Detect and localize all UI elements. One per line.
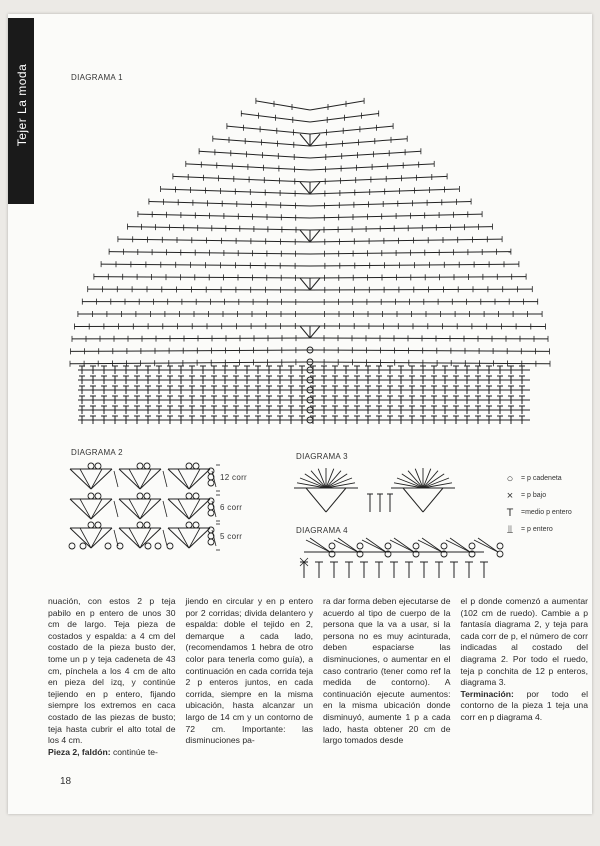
double-crochet-icon: ⫫ [506, 523, 514, 536]
magazine-page [8, 14, 592, 814]
legend-item: T =medio p entero [503, 504, 572, 521]
stitch-legend [503, 470, 572, 538]
diagram-2-title: DIAGRAMA 2 [71, 448, 123, 457]
diagram-4-title: DIAGRAMA 4 [296, 526, 348, 535]
row-count-6: 6 corr [220, 503, 243, 512]
legend-item: ○ = p cadeneta [503, 470, 572, 487]
text-column-1: nuación, con estos 2 p teja pabilo en p entero de unos 30 cm de largo. Teja pieza de costados y espalda: a 4 cm del costado de la pieza busto der, tome un p y teja cadeneta de 43 cm, pínchela a los 4 cm de alto en pieza del izq, y continúe tejiendo en p entero, fijando siempre los extremos en caca costado de las piezas de busto; teja hasta cubrir el alto total de los 4 cm. Pieza 2, faldón: continúe te- [48, 596, 176, 757]
diagram-3-title: DIAGRAMA 3 [296, 452, 348, 461]
page-number: 18 [60, 776, 72, 787]
text-column-2: jiendo en circular y en p entero por 2 corridas; divida delantero y espalda: doble el tejido en 2, demarque a cada lado, (recomendamos 1 hebra de otro color para tenerla como guía), a continuación en cada corrida teja 2 p enteros juntos, en cada corrida, siempre en la misma ubicación, hasta alcanzar un largo de 14 cm y un contorno de 72 cm. Importante: las disminuciones pa- [185, 596, 313, 746]
legend-item: ⫫ = p entero [503, 521, 572, 538]
legend-item: × = p bajo [503, 487, 572, 504]
row-count-5: 5 corr [220, 532, 243, 541]
single-crochet-icon: × [506, 489, 514, 502]
text-column-3: ra dar forma deben ejecutarse de acuerdo al tipo de cuerpo de la persona que la va a usar, si la persona no es muy acinturada, deben espaciarse las disminuciones, o aumentar en el caso contrario (tener como ref la medida de contorno). A continuación ejecute aumentos: en la misma ubicación donde disminuyó, aumente 1 p a cada lado, hasta obtener 20 cm de largo tomados desde [323, 596, 451, 746]
chain-stitch-icon: ○ [506, 472, 514, 485]
article-body [48, 596, 588, 756]
diagram-1-title: DIAGRAMA 1 [71, 73, 123, 82]
section-tab-label: Tejer La moda [15, 63, 29, 147]
row-count-12: 12 corr [220, 473, 247, 482]
text-column-4: el p donde comenzó a aumentar (102 cm de ruedo). Cambie a p fantasía diagrama 2, y teja para cada corr de p, el número de corr indicadas al costado del diagrama 2. Por todo el ruedo, teja p conchita de 12 p enteros, diagrama 3. Terminación: por todo el contorno de la pieza 1 teja una corr en p diagrama 4. [460, 596, 588, 722]
half-double-crochet-icon: T [506, 506, 514, 519]
